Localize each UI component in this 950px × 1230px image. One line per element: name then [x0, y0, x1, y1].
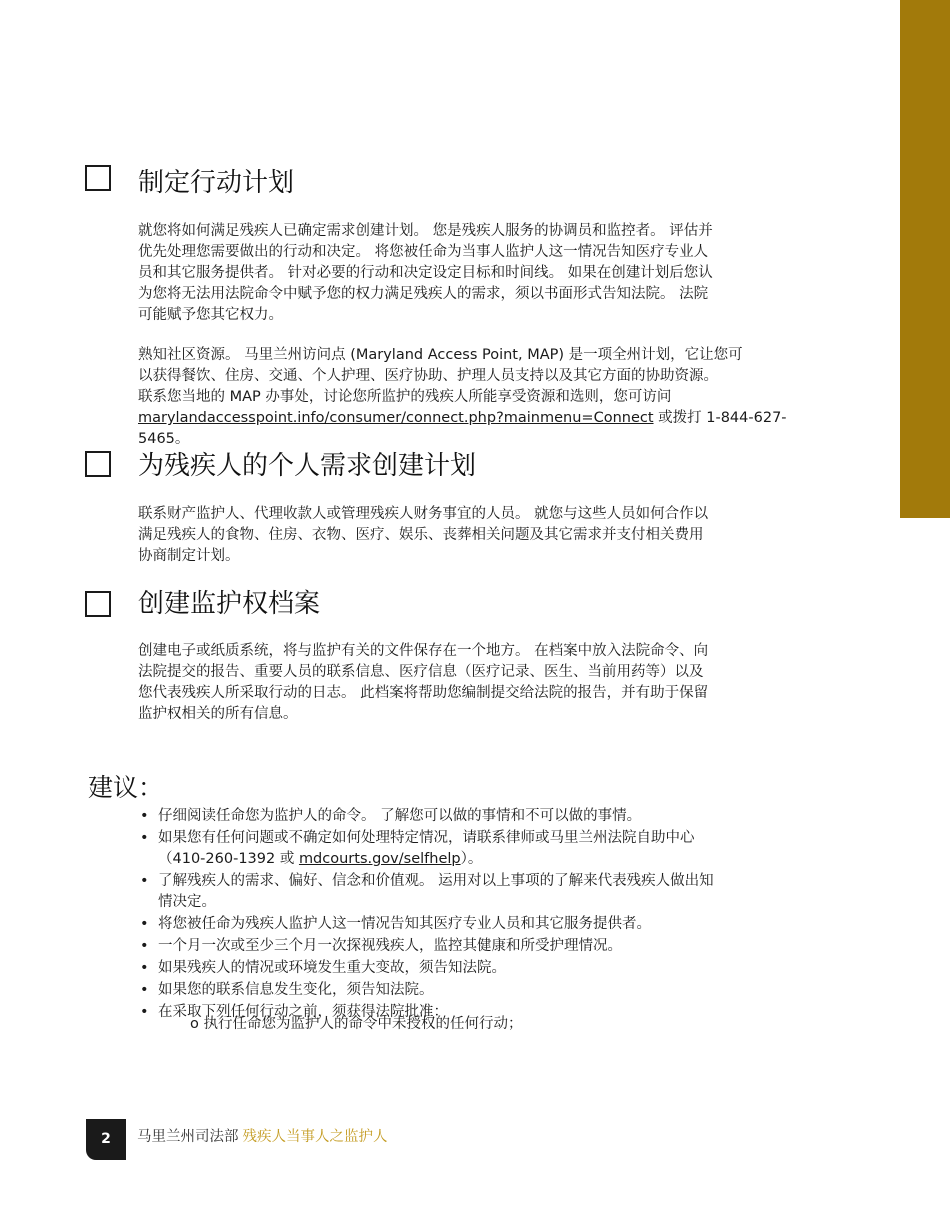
list-item: • 如果残疾人的情况或环境发生重大变故，须告知法院。 — [138, 958, 828, 979]
list-item: • 如果您有任何问题或不确定如何处理特定情况，请联系律师或马里兰州法院自助中心 （410-260-1392 或 mdcourts.gov/selfhelp）。 — [138, 828, 828, 870]
side-accent-bar — [900, 0, 950, 518]
list-item: • 了解残疾人的需求、偏好、信念和价值观。 运用对以上事项的了解来代表残疾人做出知 情决定。 — [138, 871, 828, 913]
list-item: • 仔细阅读任命您为监护人的命令。 了解您可以做的事情和不可以做的事情。 — [138, 806, 828, 827]
paragraph-guardianship-file: 创建电子或纸质系统，将与监护有关的文件保存在一个地方。 在档案中放入法院命令、向 法院提交的报告、重要人员的联系信息、医疗信息（医疗记录、医生、当前用药等）以及 您代表残疾人所采取行动的日志。 此档案将帮助您编制提交给法院的报告，并有助于保留 监护权相关的所有信息。 — [138, 643, 709, 722]
paragraph-personal-needs: 联系财产监护人、代理收款人或管理残疾人财务事宜的人员。 就您与这些人员如何合作以 满足残疾人的食物、住房、衣物、医疗、娱乐、丧葬相关问题及其它需求并支付相关费用 协商制定计划。 — [138, 506, 709, 564]
checkbox-action-plan[interactable] — [85, 165, 111, 191]
footer-org: 马里兰州司法部 — [137, 1129, 239, 1145]
selfhelp-link[interactable]: mdcourts.gov/selfhelp — [298, 851, 461, 867]
list-item: • 在采取下列任何行动之前，须获得法院批准： — [138, 1002, 828, 1023]
paragraph-community-resources: 熟知社区资源。 马里兰州访问点 (Maryland Access Point, MAP) 是一项全州计划，它让您可 以获得餐饮、住房、交通、个人护理、医疗协助、护理人员支持以及其它方面的协助资源。 联系您当地的 MAP 办事处，讨论您所监护的残疾人所能享受资源和选则，您可访问 marylandaccesspoint.info/consumer/connect.php?mainmenu=Connect 或拨打 1-844-627-5465。 — [138, 347, 787, 447]
footer-subtitle: 残疾人当事人之监护人 — [242, 1129, 388, 1145]
list-item: • 如果您的联系信息发生变化，须告知法院。 — [138, 980, 828, 1001]
section-title-personal-needs: 为残疾人的个人需求创建计划 — [138, 451, 477, 481]
paragraph-action-plan: 就您将如何满足残疾人已确定需求创建计划。 您是残疾人服务的协调员和监控者。 评估并 优先处理您需要做出的行动和决定。 将您被任命为当事人监护人这一情况告知医疗专业人 员和其它服务提供者。 针对必要的行动和决定设定目标和时间线。 如果在创建计划后您认 为您将无法用法院命令中赋予您的权力满足残疾人的需求，须以书面形式告知法院。 法院 可能赋予您其它权力。 — [138, 223, 713, 323]
checkbox-guardianship-file[interactable] — [85, 591, 111, 617]
tips-title: 建议： — [88, 773, 164, 802]
footer — [137, 1127, 388, 1147]
section-title-action-plan: 制定行动计划 — [138, 168, 295, 198]
list-item: • 一个月一次或至少三个月一次探视残疾人，监控其健康和所受护理情况。 — [138, 936, 828, 957]
sub-list-item: o 执行任命您为监护人的命令中未授权的任何行动； — [190, 1016, 523, 1032]
list-item: • 将您被任命为残疾人监护人这一情况告知其医疗专业人员和其它服务提供者。 — [138, 914, 828, 935]
tips-list — [138, 806, 828, 1024]
section-title-guardianship-file: 创建监护权档案 — [138, 589, 321, 619]
checkbox-personal-needs[interactable] — [85, 451, 111, 477]
map-link[interactable]: marylandaccesspoint.info/consumer/connect.php?mainmenu=Connect — [138, 410, 654, 426]
page-number: 2 — [86, 1119, 126, 1160]
